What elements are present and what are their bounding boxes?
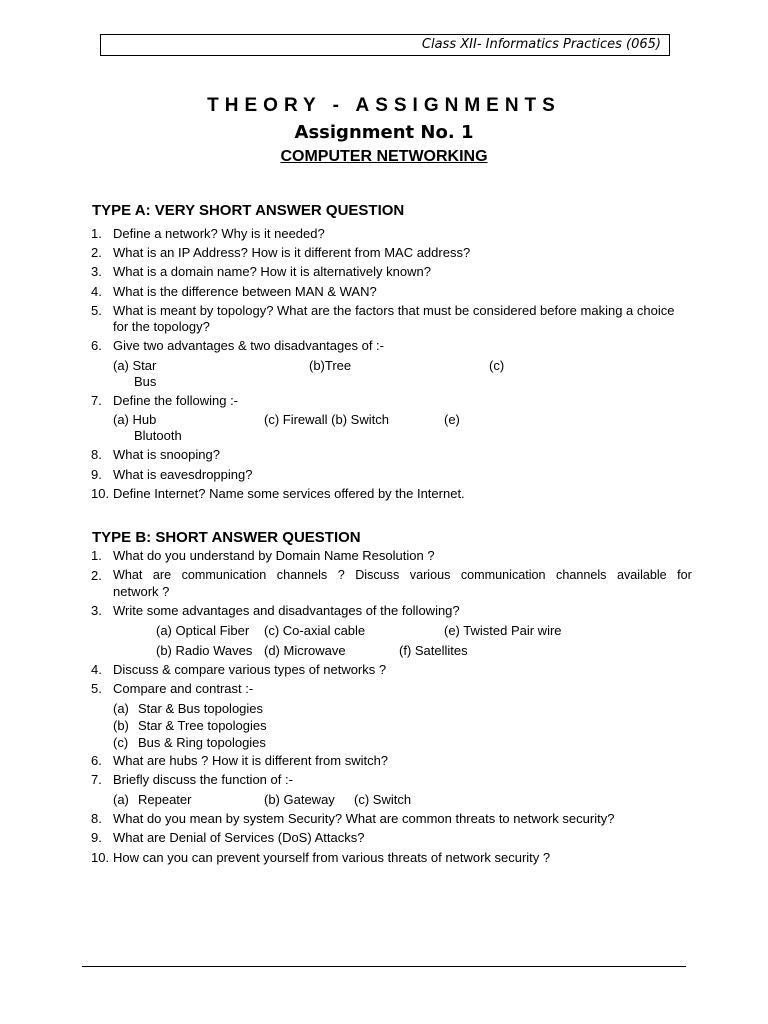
option-text: Star & Bus topologies	[138, 701, 264, 716]
question-text: What is eavesdropping?	[113, 467, 253, 482]
question-text: What is a domain name? How it is alternatively known?	[113, 264, 431, 279]
question-text: What are hubs ? How it is different from switch?	[113, 753, 389, 768]
type-b-heading: TYPE B: SHORT ANSWER QUESTION	[92, 529, 361, 546]
q-number: 8.	[91, 811, 102, 826]
option-text: (b) Radio Waves	[156, 643, 253, 658]
q-number: 1.	[91, 226, 102, 241]
question-text: What is snooping?	[113, 447, 220, 462]
question-text: What is the difference between MAN & WAN?	[113, 284, 377, 299]
option-text: Bus & Ring topologies	[138, 735, 266, 750]
question-text: Define the following :-	[113, 393, 239, 408]
question-text: Define Internet? Name some services offered by the Internet.	[113, 486, 465, 501]
option-text: (a) Hub	[113, 412, 157, 427]
question-text: Briefly discuss the function of :-	[113, 772, 293, 787]
question-text: What is an IP Address? How is it different from MAC address?	[113, 245, 471, 260]
option-text: (b) Gateway	[264, 792, 335, 807]
course-title: Class XII- Informatics Practices (065)	[421, 37, 661, 52]
header-box	[100, 34, 670, 56]
option-text: (c) Switch	[354, 792, 412, 807]
option-text: (b)Tree	[309, 358, 352, 373]
type-a-heading: TYPE A: VERY SHORT ANSWER QUESTION	[92, 202, 405, 219]
option-text: Star & Tree topologies	[138, 718, 267, 733]
question-text: How can you can prevent yourself from various threats of network security ?	[113, 850, 551, 865]
question-text: Give two advantages & two disadvantages of :-	[113, 338, 384, 353]
q-number: 3.	[91, 603, 102, 618]
q-number: 7.	[91, 772, 102, 787]
q-number: 3.	[91, 264, 102, 279]
option-text: (c) Co-axial cable	[264, 623, 366, 638]
question-text-cont: network ?	[113, 584, 170, 599]
question-text: What are Denial of Services (DoS) Attacks?	[113, 830, 365, 845]
option-text: Bus	[134, 374, 157, 389]
option-label: (a)	[113, 701, 129, 716]
question-text: Compare and contrast :-	[113, 681, 254, 696]
question-text: Define a network? Why is it needed?	[113, 226, 325, 241]
q-number: 4.	[91, 284, 102, 299]
q-number: 6.	[91, 753, 102, 768]
q-number: 1.	[91, 548, 102, 563]
q-number: 6.	[91, 338, 102, 353]
q-number: 2.	[91, 568, 102, 583]
q-number: 10.	[91, 486, 110, 501]
q-number: 2.	[91, 245, 102, 260]
option-text: (c) Firewall (b) Switch	[264, 412, 389, 427]
q-number: 5.	[91, 681, 102, 696]
q-number: 9.	[91, 830, 102, 845]
page-title: THEORY - ASSIGNMENTS	[207, 95, 561, 116]
question-text: Write some advantages and disadvantages of the following?	[113, 603, 460, 618]
q-number: 7.	[91, 393, 102, 408]
option-text: (d) Microwave	[264, 643, 346, 658]
question-text: What do you mean by system Security? What are common threats to network security?	[113, 811, 615, 826]
option-text: (e)	[444, 412, 460, 427]
option-label: (b)	[113, 718, 129, 733]
option-label: (a)	[113, 792, 129, 807]
question-text: What do you understand by Domain Name Resolution ?	[113, 548, 435, 563]
option-label: (c)	[113, 735, 129, 750]
option-text: (a) Optical Fiber	[156, 623, 250, 638]
q-number: 8.	[91, 447, 102, 462]
question-text: Discuss & compare various types of networks ?	[113, 662, 387, 677]
assignment-number: Assignment No. 1	[294, 122, 474, 143]
question-text-cont: for the topology?	[113, 319, 210, 334]
option-text: (f) Satellites	[399, 643, 468, 658]
footer-rule	[82, 966, 686, 967]
q-number: 4.	[91, 662, 102, 677]
q-number: 9.	[91, 467, 102, 482]
question-text: What is meant by topology? What are the factors that must be considered before making a choice	[113, 303, 675, 318]
q-number: 5.	[91, 303, 102, 318]
option-text: Repeater	[138, 792, 192, 807]
option-text: (e) Twisted Pair wire	[444, 623, 562, 638]
q-number: 10.	[91, 850, 110, 865]
option-text: (a) Star	[113, 358, 157, 373]
question-text: What are communication channels ? Discuss various communication channels available for	[113, 568, 692, 582]
topic-title: COMPUTER NETWORKING	[280, 148, 488, 165]
option-text: Blutooth	[134, 428, 182, 443]
option-text: (c)	[489, 358, 505, 373]
